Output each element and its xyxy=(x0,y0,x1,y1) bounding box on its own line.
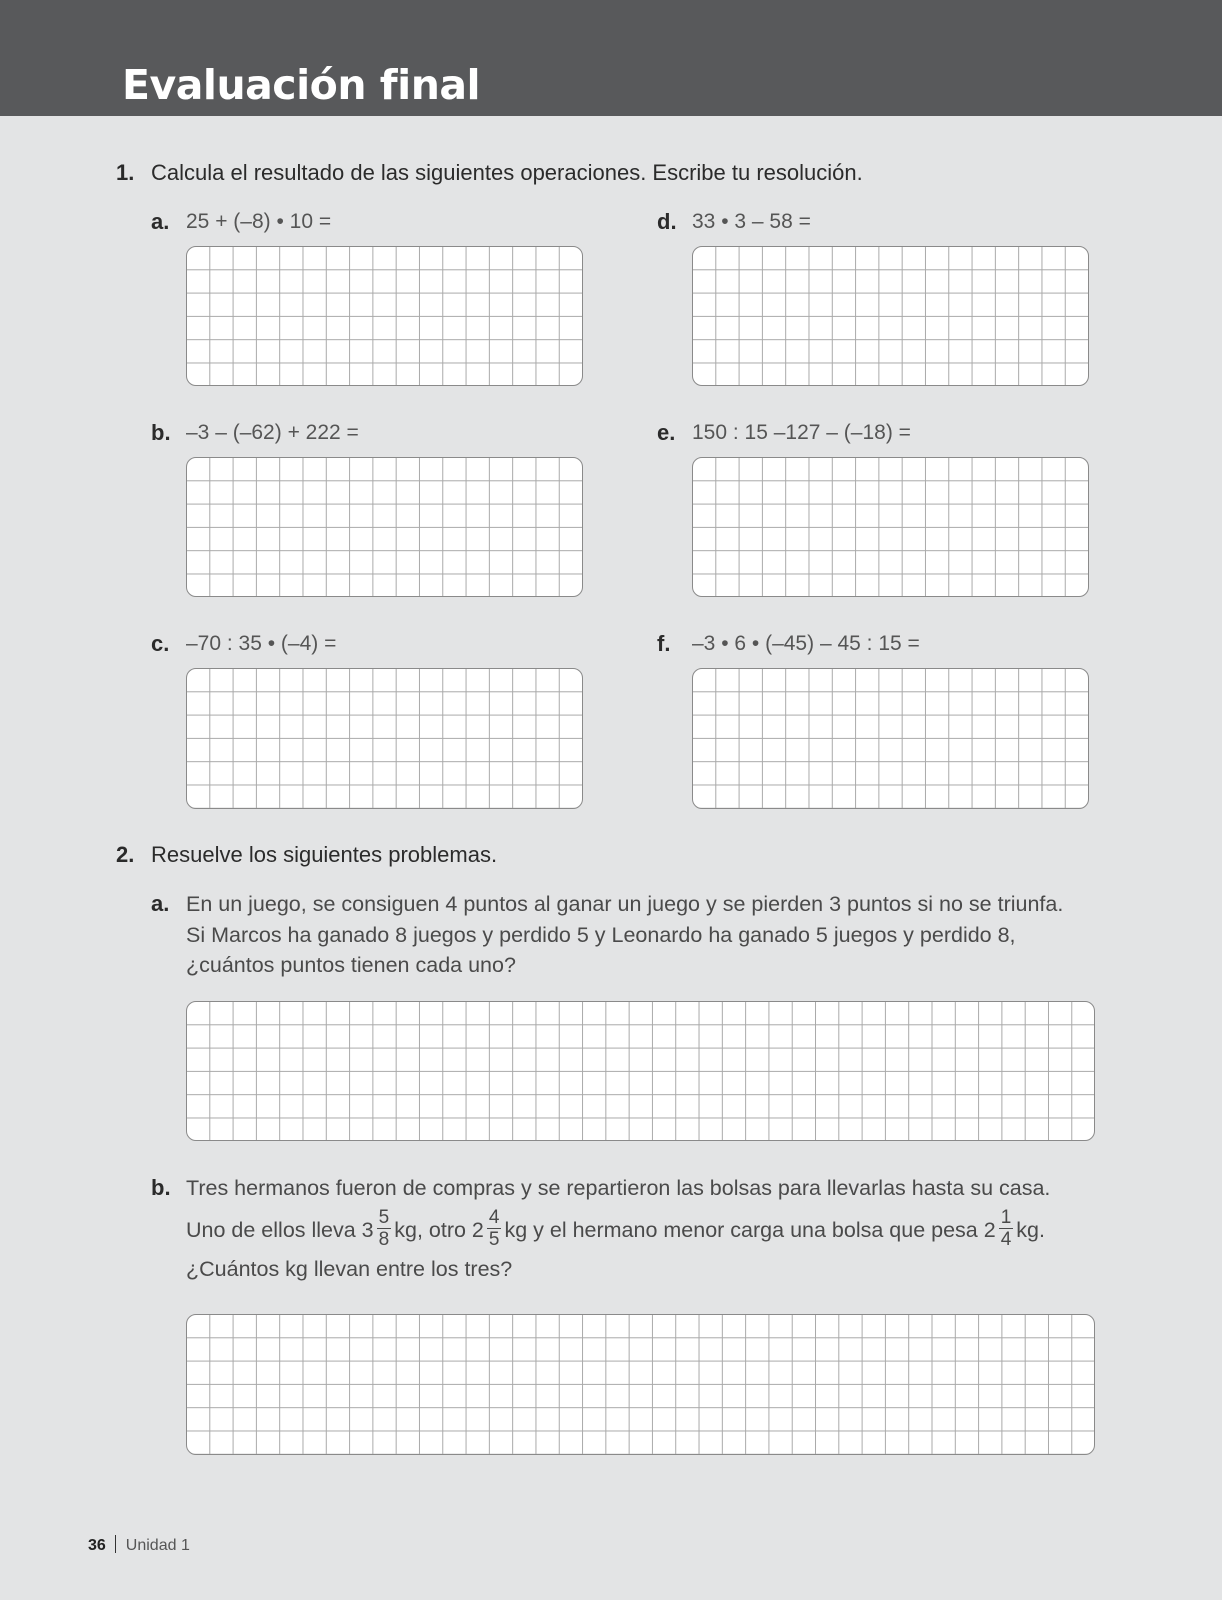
problem-b-segment-3: kg y el hermano menor carga una bolsa que pesa 2 xyxy=(504,1217,996,1242)
problem-b-segment-1: Uno de ellos lleva 3 xyxy=(186,1217,374,1242)
item-c-letter: c. xyxy=(151,631,170,656)
problem-b-letter: b. xyxy=(151,1175,171,1200)
problem-b-segment-4: kg. xyxy=(1016,1217,1045,1242)
problem-b-text xyxy=(186,1173,1106,1285)
item-e-expression: 150 : 15 –127 – (–18) = xyxy=(692,421,911,444)
item-f-expression: –3 • 6 • (–45) – 45 : 15 = xyxy=(692,632,920,655)
item-b-letter: b. xyxy=(151,420,171,445)
page-number: 36 xyxy=(88,1537,106,1554)
footer-divider xyxy=(115,1535,116,1553)
question-2-instruction: Resuelve los siguientes problemas. xyxy=(151,842,498,867)
fraction-1-4: $\frac{1}{4}$ xyxy=(1000,1207,1012,1251)
answer-grid-c[interactable] xyxy=(186,668,583,809)
page-title: Evaluación final xyxy=(122,61,481,109)
problem-a-letter: a. xyxy=(151,891,170,916)
answer-grid-b[interactable] xyxy=(186,457,583,597)
problem-a-line-3: ¿cuántos puntos tienen cada uno? xyxy=(186,953,516,977)
item-d-letter: d. xyxy=(657,209,677,234)
unit-label: Unidad 1 xyxy=(125,1537,190,1554)
answer-grid-d[interactable] xyxy=(692,246,1089,386)
answer-grid-problem-b[interactable] xyxy=(186,1314,1095,1455)
answer-grid-a[interactable] xyxy=(186,246,583,386)
item-e-letter: e. xyxy=(657,420,676,445)
answer-grid-problem-a[interactable] xyxy=(186,1001,1095,1141)
question-1-number: 1. xyxy=(116,160,135,185)
item-a-expression: 25 + (–8) • 10 = xyxy=(186,210,332,233)
problem-a-line-1: En un juego, se consiguen 4 puntos al ganar un juego y se pierden 3 puntos si no se triunfa. xyxy=(186,892,1064,916)
question-1-instruction: Calcula el resultado de las siguientes operaciones. Escribe tu resolución. xyxy=(151,160,863,185)
item-b-expression: –3 – (–62) + 222 = xyxy=(186,421,359,444)
item-f-letter: f. xyxy=(657,631,671,656)
problem-b-segment-2: kg, otro 2 xyxy=(394,1217,484,1242)
item-c-expression: –70 : 35 • (–4) = xyxy=(186,632,337,655)
page-footer xyxy=(88,1535,190,1556)
fraction-4-5: $\frac{4}{5}$ xyxy=(488,1207,500,1251)
problem-b-line-1: Tres hermanos fueron de compras y se repartieron las bolsas para llevarlas hasta su casa. xyxy=(186,1176,1051,1200)
problem-a-line-2: Si Marcos ha ganado 8 juegos y perdido 5 y Leonardo ha ganado 5 juegos y perdido 8, xyxy=(186,922,1016,947)
item-d-expression: 33 • 3 – 58 = xyxy=(692,210,811,233)
answer-grid-f[interactable] xyxy=(692,668,1089,809)
header-bar xyxy=(0,0,1222,116)
answer-grid-e[interactable] xyxy=(692,457,1089,597)
problem-b-line-3: ¿Cuántos kg llevan entre los tres? xyxy=(186,1257,513,1282)
problem-a-text xyxy=(186,889,1106,981)
item-a-letter: a. xyxy=(151,209,170,234)
fraction-5-8: $\frac{5}{8}$ xyxy=(378,1207,390,1251)
question-2-number: 2. xyxy=(116,842,135,867)
problem-b-line-2 xyxy=(186,1208,1106,1253)
